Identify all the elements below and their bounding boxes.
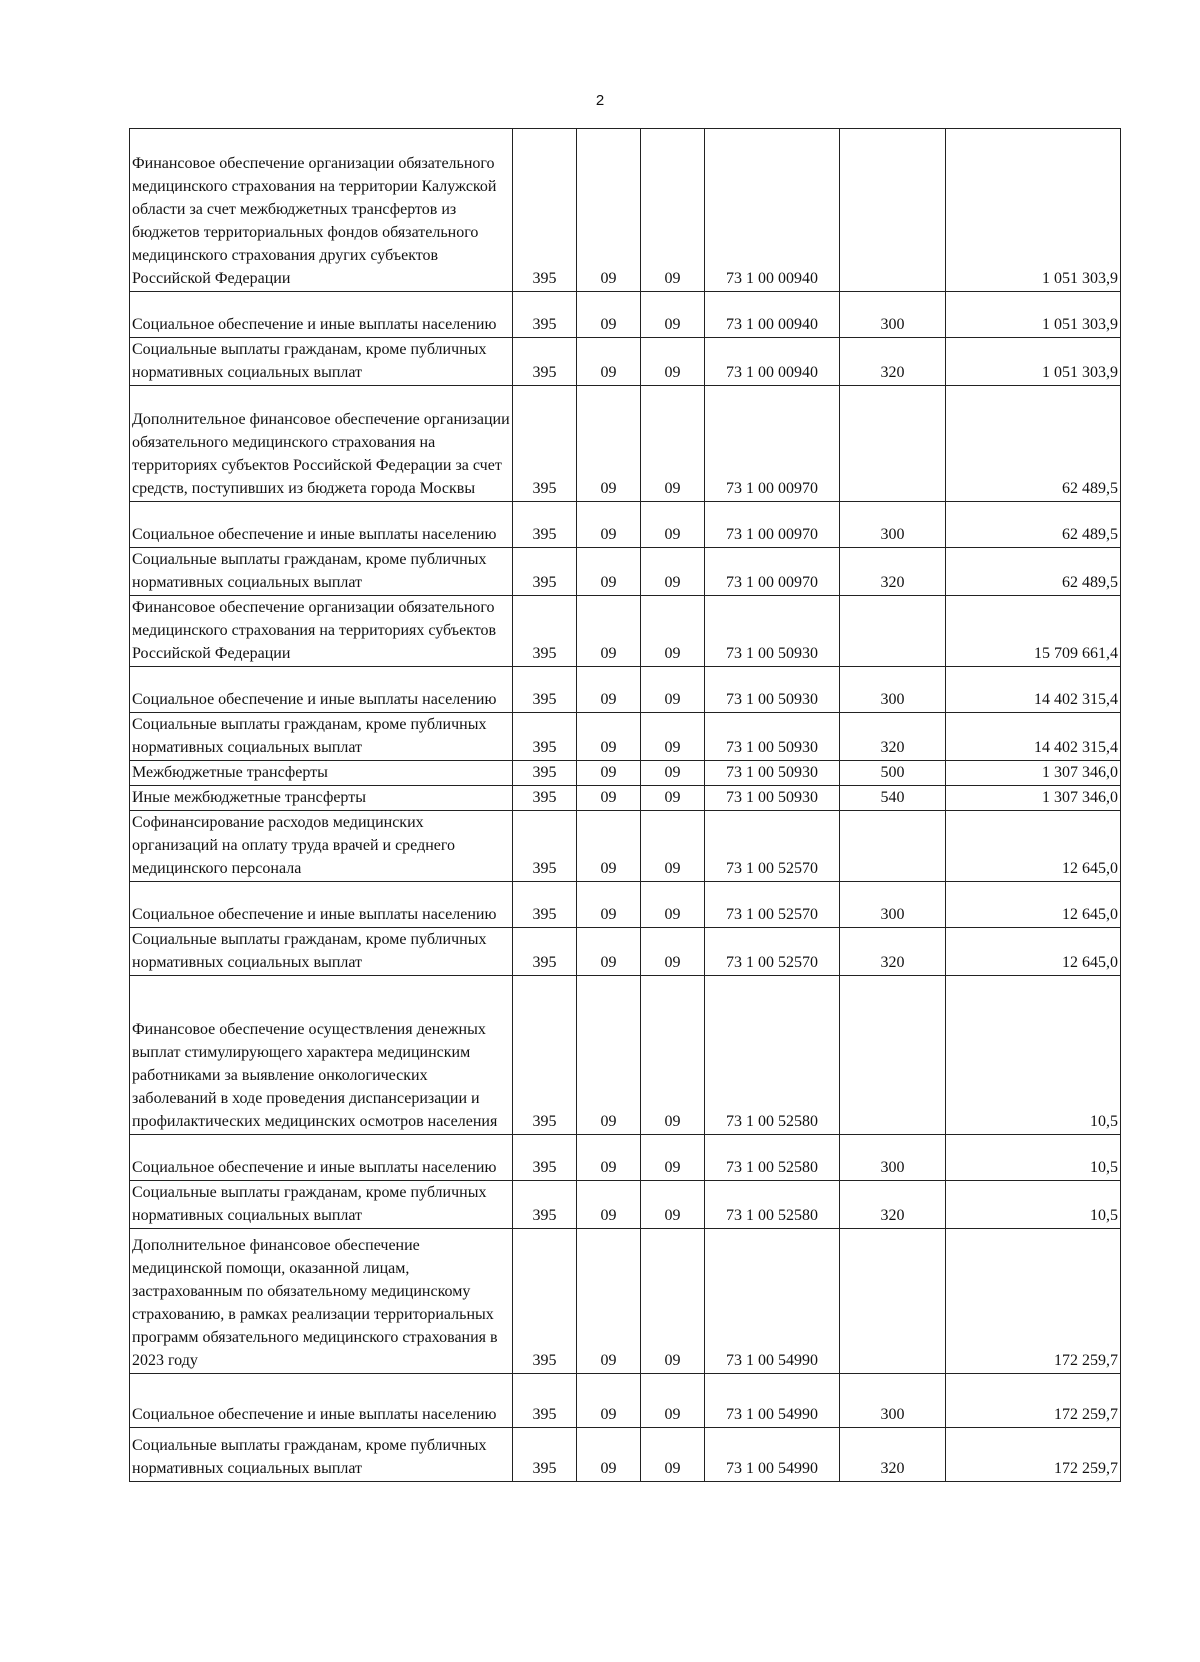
row-section-code: 09 [577,928,641,976]
row-subsection-code: 09 [641,1181,705,1229]
row-expense-type: 300 [840,502,946,548]
row-section-code: 09 [577,1229,641,1374]
row-name-cell: Дополнительное финансовое обеспечение медицинской помощи, оказанной лицам, застрахованным по обязательному медицинскому страхованию, в рамках реализации территориальных программ обязательного медицинского страхования в 2023 году [130,1229,513,1374]
row-section-code: 09 [577,338,641,386]
row-section-code: 09 [577,761,641,786]
row-section-code: 09 [577,713,641,761]
row-section-code: 09 [577,129,641,292]
row-ministry-code: 395 [513,928,577,976]
row-subsection-code: 09 [641,386,705,502]
row-expense-type [840,596,946,667]
row-amount: 1 051 303,9 [946,292,1121,338]
row-target-article: 73 1 00 52580 [705,1135,840,1181]
table-row [130,292,1121,338]
row-expense-type: 300 [840,292,946,338]
row-ministry-code: 395 [513,811,577,882]
row-expense-type [840,386,946,502]
row-expense-type: 300 [840,1374,946,1428]
row-section-code: 09 [577,1374,641,1428]
table-row [130,786,1121,811]
row-name-cell: Иные межбюджетные трансферты [130,786,513,811]
row-target-article: 73 1 00 00940 [705,292,840,338]
table-row [130,502,1121,548]
row-section-code: 09 [577,548,641,596]
row-section-code: 09 [577,502,641,548]
row-name-cell: Социальные выплаты гражданам, кроме публичных нормативных социальных выплат [130,713,513,761]
table-row [130,713,1121,761]
row-subsection-code: 09 [641,786,705,811]
row-target-article: 73 1 00 00940 [705,338,840,386]
page-number: 2 [595,92,605,109]
budget-table [129,128,1121,1482]
row-amount: 62 489,5 [946,386,1121,502]
row-amount: 10,5 [946,976,1121,1135]
row-name-cell: Социальное обеспечение и иные выплаты населению [130,882,513,928]
table-row [130,667,1121,713]
row-subsection-code: 09 [641,1229,705,1374]
row-expense-type: 300 [840,667,946,713]
row-name-cell: Финансовое обеспечение организации обязательного медицинского страхования на территориях субъектов Российской Федерации [130,596,513,667]
row-ministry-code: 395 [513,596,577,667]
table-row [130,548,1121,596]
row-subsection-code: 09 [641,761,705,786]
row-subsection-code: 09 [641,129,705,292]
row-target-article: 73 1 00 00970 [705,386,840,502]
row-expense-type: 320 [840,548,946,596]
row-target-article: 73 1 00 00940 [705,129,840,292]
row-ministry-code: 395 [513,502,577,548]
row-name-cell: Социальное обеспечение и иные выплаты населению [130,292,513,338]
row-name-cell: Софинансирование расходов медицинских организаций на оплату труда врачей и среднего медицинского персонала [130,811,513,882]
row-amount: 14 402 315,4 [946,713,1121,761]
row-expense-type: 540 [840,786,946,811]
row-amount: 1 307 346,0 [946,786,1121,811]
row-ministry-code: 395 [513,1181,577,1229]
row-subsection-code: 09 [641,502,705,548]
row-amount: 12 645,0 [946,811,1121,882]
table-row [130,596,1121,667]
row-section-code: 09 [577,1135,641,1181]
row-name-cell: Социальные выплаты гражданам, кроме публичных нормативных социальных выплат [130,548,513,596]
row-name-cell: Социальное обеспечение и иные выплаты населению [130,667,513,713]
row-target-article: 73 1 00 54990 [705,1428,840,1482]
row-name-cell: Межбюджетные трансферты [130,761,513,786]
table-row [130,1229,1121,1374]
row-expense-type: 320 [840,338,946,386]
row-target-article: 73 1 00 00970 [705,502,840,548]
row-ministry-code: 395 [513,292,577,338]
row-ministry-code: 395 [513,1135,577,1181]
row-name-cell: Социальное обеспечение и иные выплаты населению [130,1135,513,1181]
row-amount: 10,5 [946,1181,1121,1229]
row-expense-type: 320 [840,928,946,976]
row-target-article: 73 1 00 52570 [705,928,840,976]
row-section-code: 09 [577,811,641,882]
row-name-cell: Социальные выплаты гражданам, кроме публичных нормативных социальных выплат [130,928,513,976]
row-ministry-code: 395 [513,976,577,1135]
row-ministry-code: 395 [513,713,577,761]
row-target-article: 73 1 00 50930 [705,761,840,786]
row-subsection-code: 09 [641,596,705,667]
row-amount: 62 489,5 [946,548,1121,596]
row-subsection-code: 09 [641,548,705,596]
row-section-code: 09 [577,1181,641,1229]
row-subsection-code: 09 [641,1135,705,1181]
row-subsection-code: 09 [641,713,705,761]
row-name-cell: Финансовое обеспечение организации обязательного медицинского страхования на территории Калужской области за счет межбюджетных трансфертов из бюджетов территориальных фондов обязательного медицинского страхования других субъектов Российской Федерации [130,129,513,292]
row-subsection-code: 09 [641,1428,705,1482]
table-row [130,882,1121,928]
row-amount: 1 307 346,0 [946,761,1121,786]
row-section-code: 09 [577,786,641,811]
row-name-cell: Социальное обеспечение и иные выплаты населению [130,1374,513,1428]
row-expense-type [840,811,946,882]
row-amount: 12 645,0 [946,928,1121,976]
row-ministry-code: 395 [513,1428,577,1482]
row-name-cell: Социальные выплаты гражданам, кроме публичных нормативных социальных выплат [130,338,513,386]
table-row [130,1374,1121,1428]
row-ministry-code: 395 [513,667,577,713]
row-ministry-code: 395 [513,761,577,786]
table-row [130,976,1121,1135]
row-section-code: 09 [577,596,641,667]
row-section-code: 09 [577,976,641,1135]
row-amount: 172 259,7 [946,1229,1121,1374]
row-name-cell: Социальное обеспечение и иные выплаты населению [130,502,513,548]
row-subsection-code: 09 [641,292,705,338]
row-target-article: 73 1 00 54990 [705,1374,840,1428]
row-target-article: 73 1 00 50930 [705,596,840,667]
row-subsection-code: 09 [641,1374,705,1428]
row-amount: 15 709 661,4 [946,596,1121,667]
row-target-article: 73 1 00 52580 [705,1181,840,1229]
row-target-article: 73 1 00 52580 [705,976,840,1135]
row-target-article: 73 1 00 52570 [705,882,840,928]
row-expense-type [840,1229,946,1374]
row-amount: 12 645,0 [946,882,1121,928]
row-amount: 1 051 303,9 [946,338,1121,386]
row-expense-type [840,976,946,1135]
row-ministry-code: 395 [513,1229,577,1374]
row-expense-type: 300 [840,1135,946,1181]
row-amount: 1 051 303,9 [946,129,1121,292]
row-ministry-code: 395 [513,338,577,386]
row-amount: 172 259,7 [946,1374,1121,1428]
budget-table-body [130,129,1121,1482]
row-amount: 172 259,7 [946,1428,1121,1482]
table-row [130,1428,1121,1482]
row-name-cell: Социальные выплаты гражданам, кроме публичных нормативных социальных выплат [130,1181,513,1229]
row-ministry-code: 395 [513,786,577,811]
table-row [130,338,1121,386]
row-expense-type: 320 [840,1181,946,1229]
row-section-code: 09 [577,386,641,502]
row-amount: 14 402 315,4 [946,667,1121,713]
table-row [130,1135,1121,1181]
table-row [130,386,1121,502]
row-target-article: 73 1 00 50930 [705,667,840,713]
row-section-code: 09 [577,1428,641,1482]
row-target-article: 73 1 00 50930 [705,713,840,761]
row-ministry-code: 395 [513,548,577,596]
row-target-article: 73 1 00 52570 [705,811,840,882]
row-amount: 10,5 [946,1135,1121,1181]
row-expense-type: 300 [840,882,946,928]
row-subsection-code: 09 [641,338,705,386]
table-row [130,928,1121,976]
table-row [130,1181,1121,1229]
row-subsection-code: 09 [641,811,705,882]
row-name-cell: Финансовое обеспечение осуществления денежных выплат стимулирующего характера медицинским работниками за выявление онкологических заболеваний в ходе проведения диспансеризации и профилактических медицинских осмотров населения [130,976,513,1135]
row-ministry-code: 395 [513,386,577,502]
table-row [130,811,1121,882]
row-name-cell: Социальные выплаты гражданам, кроме публичных нормативных социальных выплат [130,1428,513,1482]
row-target-article: 73 1 00 50930 [705,786,840,811]
row-subsection-code: 09 [641,928,705,976]
row-expense-type: 320 [840,713,946,761]
row-target-article: 73 1 00 54990 [705,1229,840,1374]
table-row [130,129,1121,292]
row-expense-type: 500 [840,761,946,786]
table-row [130,761,1121,786]
row-expense-type: 320 [840,1428,946,1482]
row-subsection-code: 09 [641,667,705,713]
row-target-article: 73 1 00 00970 [705,548,840,596]
row-subsection-code: 09 [641,882,705,928]
row-name-cell: Дополнительное финансовое обеспечение организации обязательного медицинского страхования на территориях субъектов Российской Федерации за счет средств, поступивших из бюджета города Москвы [130,386,513,502]
row-section-code: 09 [577,882,641,928]
row-subsection-code: 09 [641,976,705,1135]
row-section-code: 09 [577,667,641,713]
row-amount: 62 489,5 [946,502,1121,548]
row-expense-type [840,129,946,292]
row-ministry-code: 395 [513,1374,577,1428]
row-ministry-code: 395 [513,129,577,292]
row-section-code: 09 [577,292,641,338]
row-ministry-code: 395 [513,882,577,928]
